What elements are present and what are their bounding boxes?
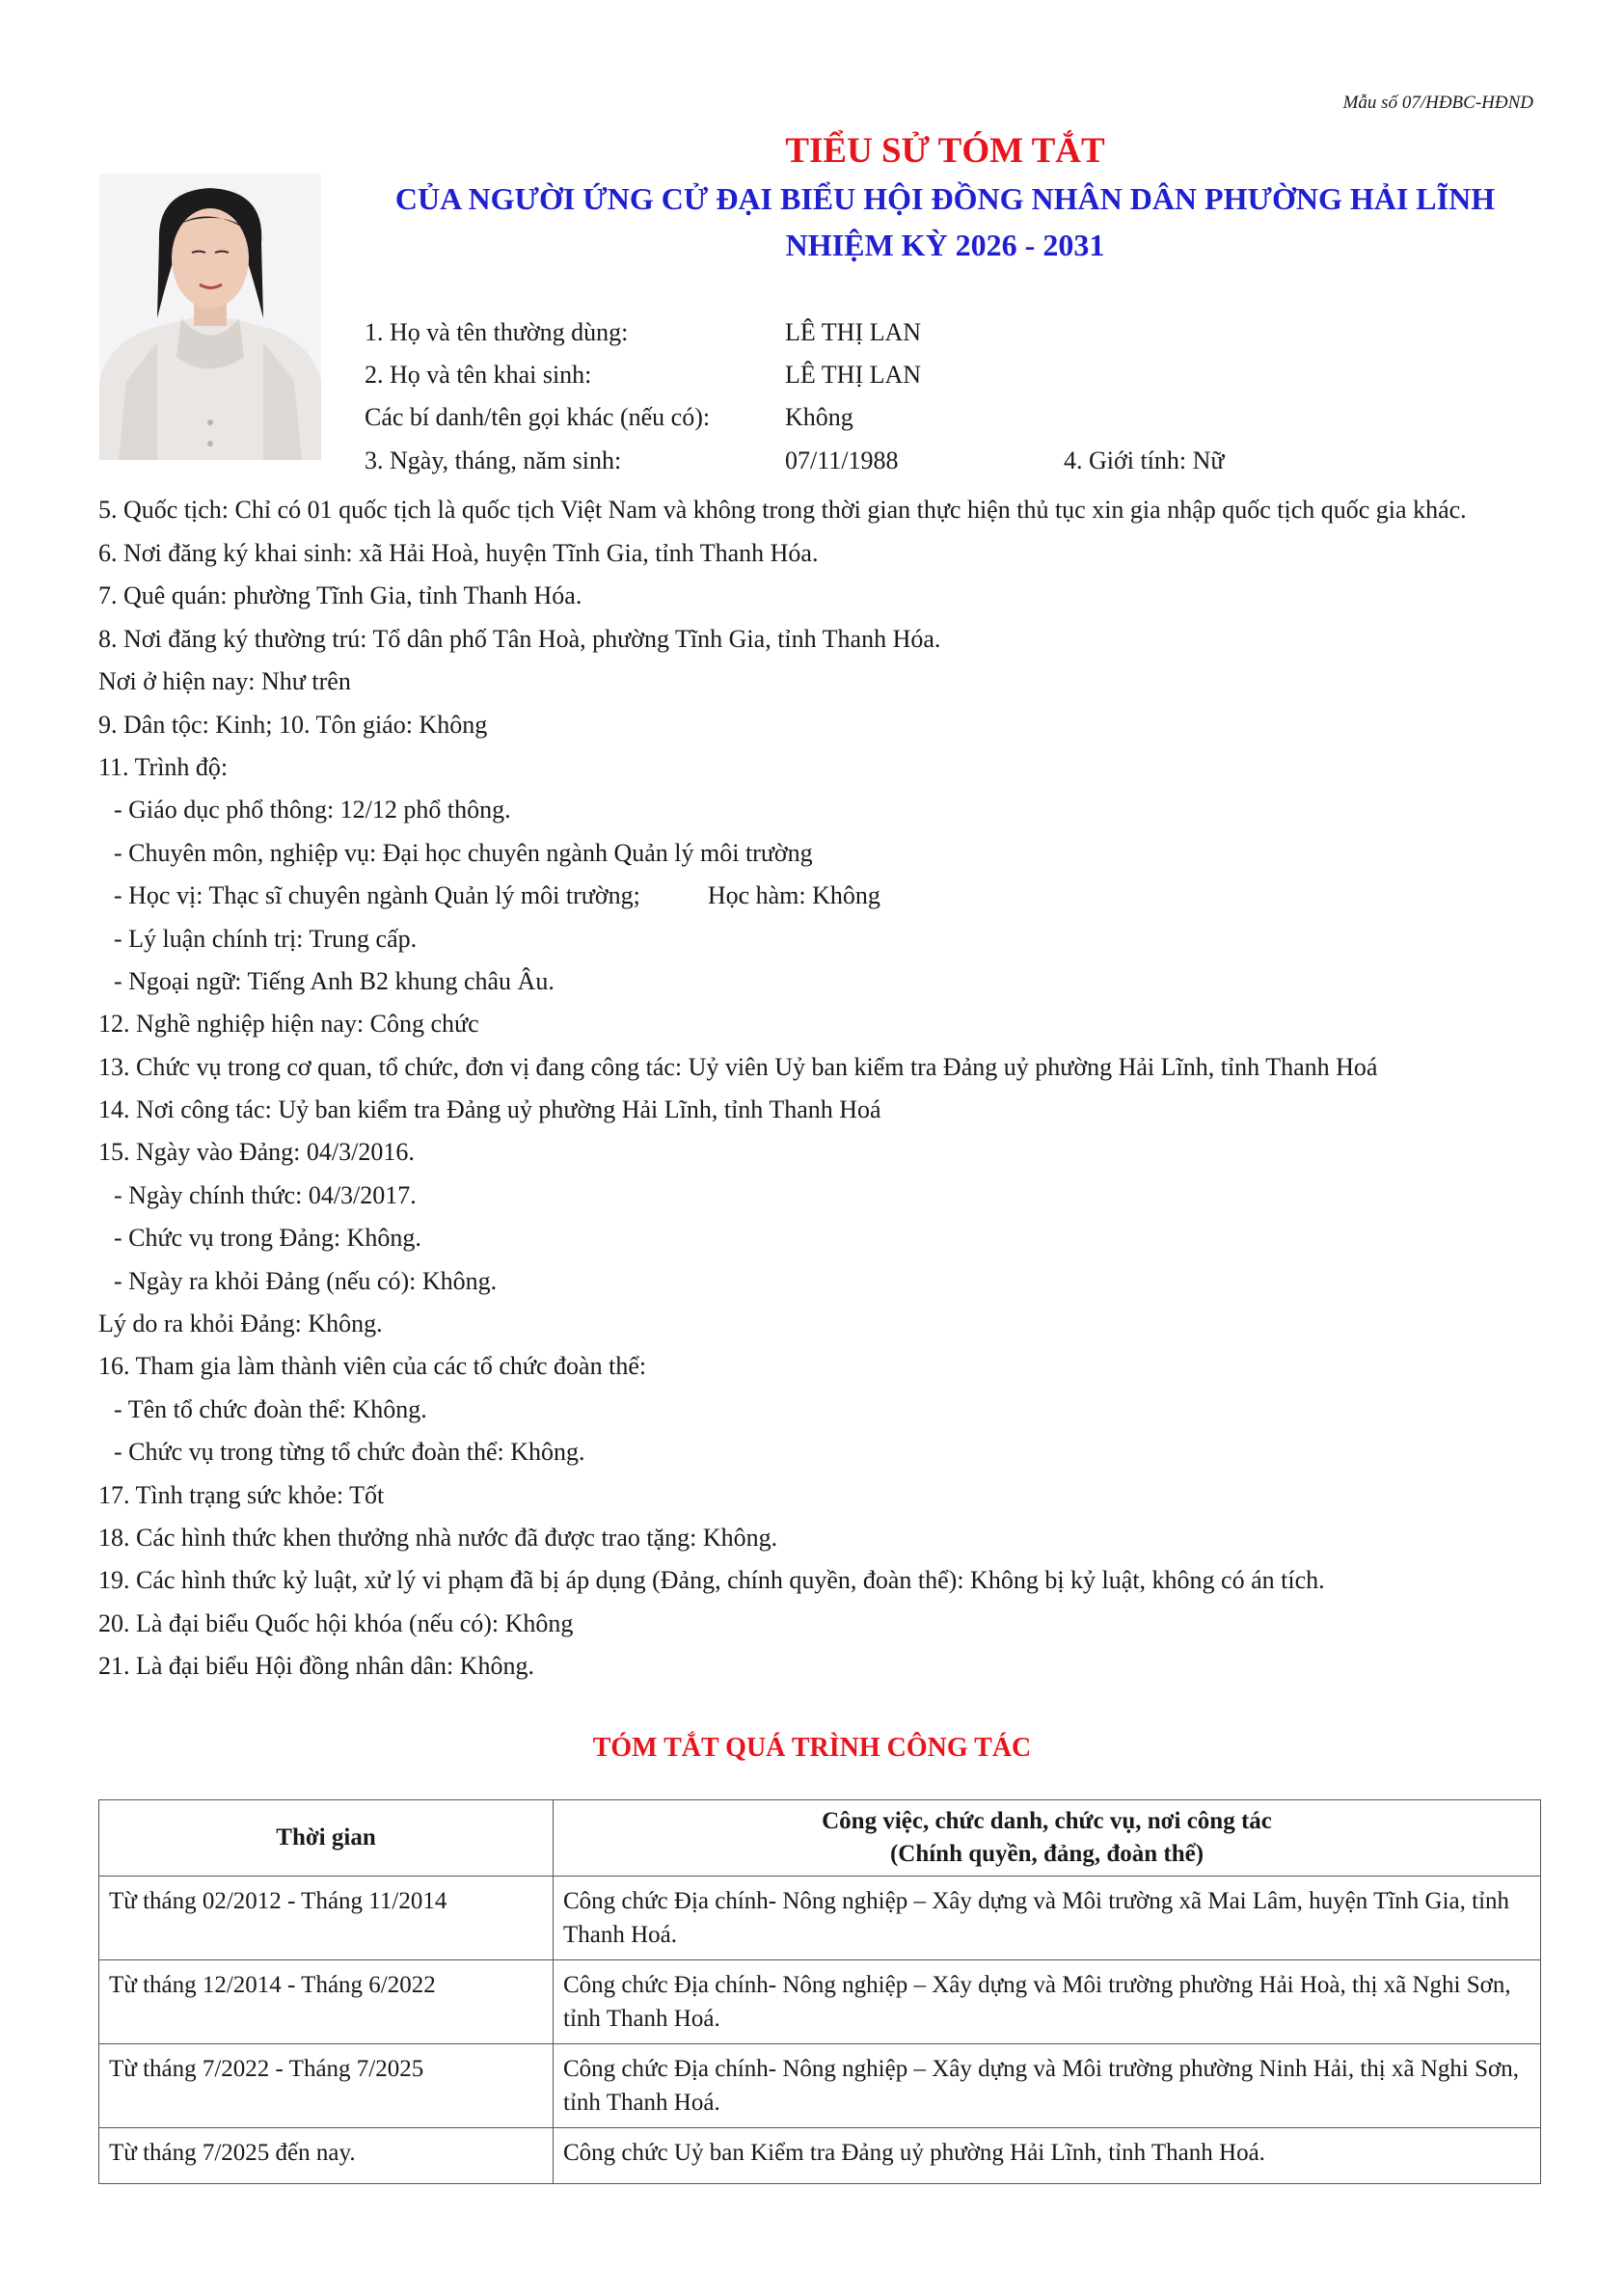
row-job: Công chức Địa chính- Nông nghiệp – Xây dựng và Môi trường phường Hải Hoà, thị xã Nghi Sơn, tỉnh Thanh Hoá. — [554, 1960, 1541, 2044]
line-occupation: 12. Nghề nghiệp hiện nay: Công chức — [98, 1010, 479, 1039]
line-organization-position: - Chức vụ trong từng tổ chức đoàn thể: Không. — [114, 1438, 585, 1467]
line-party-join-date: 15. Ngày vào Đảng: 04/3/2016. — [98, 1138, 415, 1167]
birth-name-label: 2. Họ và tên khai sinh: — [365, 361, 592, 389]
table-row — [99, 2044, 1541, 2128]
dob-label: 3. Ngày, tháng, năm sinh: — [365, 446, 622, 474]
header-job-line1: Công việc, chức danh, chức vụ, nơi công tác — [822, 1808, 1272, 1834]
biography-body — [98, 489, 1545, 1688]
work-history-table — [98, 1799, 1541, 2184]
line-party-position: - Chức vụ trong Đảng: Không. — [114, 1224, 421, 1253]
line-party-official-date: - Ngày chính thức: 04/3/2017. — [114, 1180, 417, 1209]
table-row — [99, 1877, 1541, 1960]
line-party-leave-reason: Lý do ra khỏi Đảng: Không. — [98, 1310, 383, 1338]
academic-title-text: Học hàm: Không — [707, 881, 880, 910]
degree-text: - Học vị: Thạc sĩ chuyên ngành Quản lý môi trường; — [114, 881, 640, 910]
line-party-leave-date: - Ngày ra khỏi Đảng (nếu có): Không. — [114, 1266, 498, 1295]
portrait-image — [99, 174, 321, 460]
header-time: Thời gian — [99, 1800, 554, 1877]
work-history-title: TÓM TẮT QUÁ TRÌNH CÔNG TÁC — [592, 1733, 1032, 1763]
row-time: Từ tháng 02/2012 - Tháng 11/2014 — [99, 1877, 554, 1960]
line-organizations: 16. Tham gia làm thành viên của các tổ chức đoàn thể: — [98, 1352, 647, 1381]
line-discipline: 19. Các hình thức kỷ luật, xử lý vi phạm đã bị áp dụng (Đảng, chính quyền, đoàn thể): Không bị kỷ luật, không có án tích. — [98, 1566, 1325, 1595]
line-peoples-council: 21. Là đại biểu Hội đồng nhân dân: Không. — [98, 1652, 535, 1681]
line-degree — [98, 875, 1545, 917]
line-organization-name: - Tên tổ chức đoàn thể: Không. — [114, 1394, 427, 1423]
line-professional: - Chuyên môn, nghiệp vụ: Đại học chuyên ngành Quản lý môi trường — [114, 838, 813, 867]
sex-value: 4. Giới tính: Nữ — [1064, 446, 1225, 474]
table-header-row — [99, 1800, 1541, 1877]
line-foreign-language: - Ngoại ngữ: Tiếng Anh B2 khung châu Âu. — [114, 966, 555, 995]
line-general-education: - Giáo dục phổ thông: 12/12 phổ thông. — [114, 796, 511, 824]
row-time: Từ tháng 12/2014 - Tháng 6/2022 — [99, 1960, 554, 2044]
table-row — [99, 2128, 1541, 2184]
alias-label: Các bí danh/tên gọi khác (nếu có): — [365, 403, 711, 431]
line-health: 17. Tình trạng sức khỏe: Tốt — [98, 1480, 385, 1509]
line-nationality: 5. Quốc tịch: Chỉ có 01 quốc tịch là quốc tịch Việt Nam và không trong thời gian thực hiện thủ tục xin gia nhập quốc tịch quốc gia khác. — [98, 496, 1467, 524]
row-time: Từ tháng 7/2022 - Tháng 7/2025 — [99, 2044, 554, 2128]
row-time: Từ tháng 7/2025 đến nay. — [99, 2128, 554, 2184]
line-awards: 18. Các hình thức khen thưởng nhà nước đã được trao tặng: Không. — [98, 1523, 778, 1552]
row-job: Công chức Địa chính- Nông nghiệp – Xây dựng và Môi trường phường Ninh Hải, thị xã Nghi Sơn, tỉnh Thanh Hoá. — [554, 2044, 1541, 2128]
line-education-heading: 11. Trình độ: — [98, 752, 229, 781]
common-name-label: 1. Họ và tên thường dùng: — [365, 318, 629, 346]
line-position: 13. Chức vụ trong cơ quan, tổ chức, đơn vị đang công tác: Uỷ viên Uỷ ban kiểm tra Đảng uỷ phường Hải Lĩnh, tỉnh Thanh Hoá — [98, 1052, 1378, 1081]
candidate-photo — [99, 174, 321, 460]
line-permanent-residence: 8. Nơi đăng ký thường trú: Tổ dân phố Tân Hoà, phường Tĩnh Gia, tỉnh Thanh Hóa. — [98, 624, 941, 653]
line-ethnicity-religion: 9. Dân tộc: Kinh; 10. Tôn giáo: Không — [98, 710, 488, 739]
row-job: Công chức Uỷ ban Kiểm tra Đảng uỷ phường Hải Lĩnh, tỉnh Thanh Hoá. — [554, 2128, 1541, 2184]
dob-value: 07/11/1988 — [785, 446, 899, 474]
line-national-assembly: 20. Là đại biểu Quốc hội khóa (nếu có): Không — [98, 1608, 574, 1637]
table-row — [99, 1960, 1541, 2044]
common-name-value: LÊ THỊ LAN — [785, 318, 922, 346]
birth-name-value: LÊ THỊ LAN — [785, 361, 922, 389]
document-subtitle: CỦA NGƯỜI ỨNG CỬ ĐẠI BIỂU HỘI ĐỒNG NHÂN DÂN PHƯỜNG HẢI LĨNH — [394, 181, 1496, 216]
row-job: Công chức Địa chính- Nông nghiệp – Xây dựng và Môi trường xã Mai Lâm, huyện Tĩnh Gia, tỉnh Thanh Hoá. — [554, 1877, 1541, 1960]
line-political-theory: - Lý luận chính trị: Trung cấp. — [114, 924, 418, 953]
line-workplace: 14. Nơi công tác: Uỷ ban kiểm tra Đảng uỷ phường Hải Lĩnh, tỉnh Thanh Hoá — [98, 1095, 881, 1124]
header-job-line2: (Chính quyền, đảng, đoàn thể) — [889, 1841, 1204, 1867]
line-hometown: 7. Quê quán: phường Tĩnh Gia, tỉnh Thanh Hóa. — [98, 581, 582, 610]
line-birth-registration: 6. Nơi đăng ký khai sinh: xã Hải Hoà, huyện Tĩnh Gia, tỉnh Thanh Hóa. — [98, 539, 819, 567]
alias-value: Không — [785, 403, 853, 431]
header-job — [554, 1800, 1541, 1877]
line-current-residence: Nơi ở hiện nay: Như trên — [98, 667, 351, 696]
document-title: TIỂU SỬ TÓM TẮT — [785, 131, 1105, 171]
document-term: NHIỆM KỲ 2026 - 2031 — [785, 228, 1105, 262]
form-number: Mẫu số 07/HĐBC-HĐND — [1342, 93, 1533, 113]
